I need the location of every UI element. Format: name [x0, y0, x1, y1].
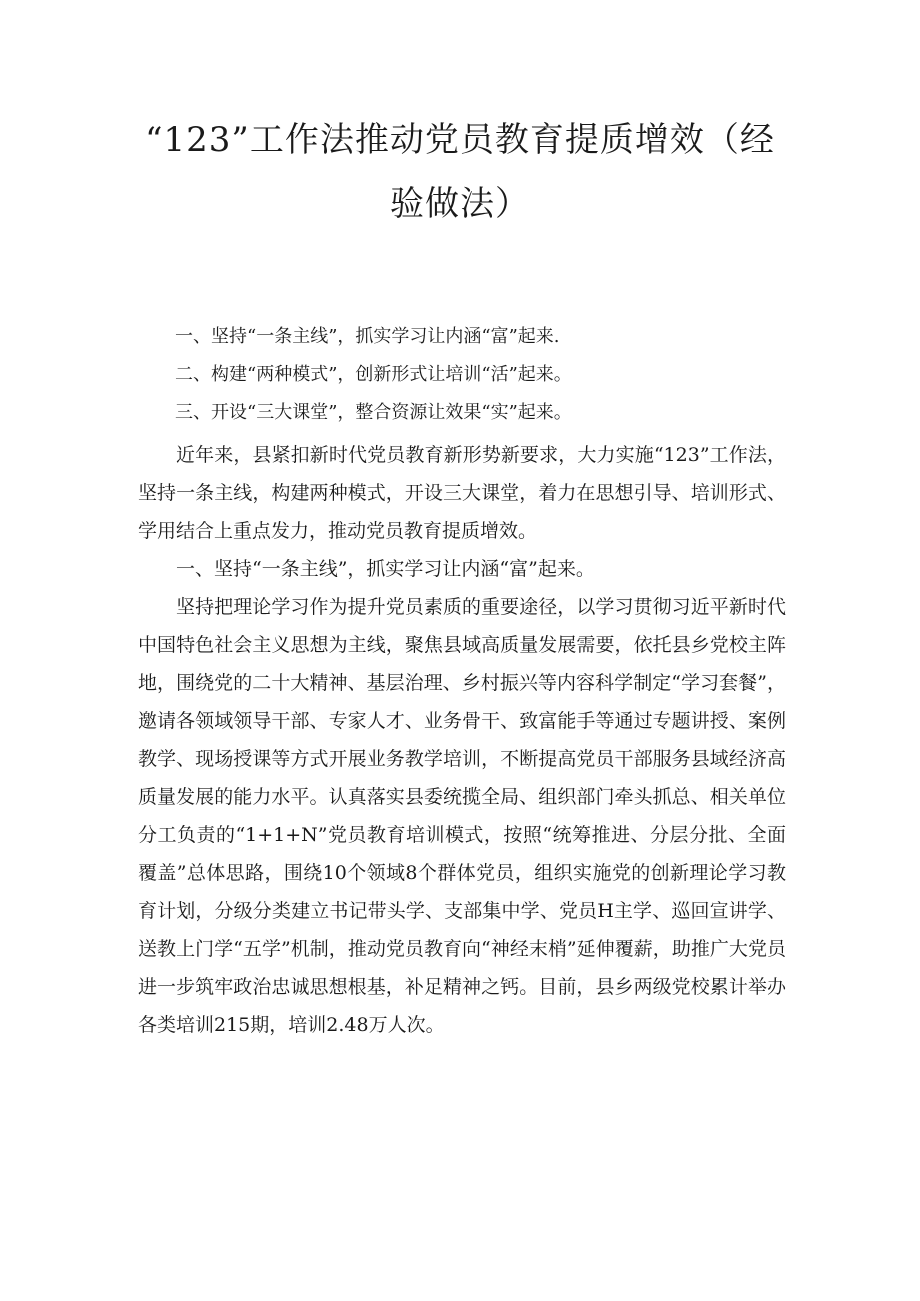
intro-paragraph: 近年来，县紧扣新时代党员教育新形势新要求，大力实施“123”工作法，坚持一条主线，构建两种模式，开设三大课堂，着力在思想引导、培训形式、学用结合上重点发力，推动党员教育提质增效。: [138, 444, 786, 542]
summary-item: 二、构建“两种模式”，创新形式让培训“活”起来。: [175, 364, 572, 385]
summary-item: 一、坚持“一条主线”，抓实学习让内涵“富”起来.: [175, 326, 560, 347]
summary-item: 三、开设“三大课堂”，整合资源让效果“实”起来。: [175, 402, 572, 423]
section-paragraph: 坚持把理论学习作为提升党员素质的重要途径，以学习贯彻习近平新时代中国特色社会主义思想为主线，聚焦县域高质量发展需要，依托县乡党校主阵地，围绕党的二十大精神、基层治理、乡村振兴等内容科学制定“学习套餐”，邀请各领域领导干部、专家人才、业务骨干、致富能手等通过专题讲授、案例教学、现场授课等方式开展业务教学培训，不断提高党员干部服务县域经济高质量发展的能力水平。认真落实县委统揽全局、组织部门牵头抓总、相关单位分工负责的“1+1+N”党员教育培训模式，按照“统筹推进、分层分批、全面覆盖”总体思路，围绕10个领域8个群体党员，组织实施党的创新理论学习教育计划，分级分类建立书记带头学、支部集中学、党员H主学、巡回宣讲学、送教上门学“五学”机制，推动党员教育向“神经末梢”延伸覆薪，助推广大党员进一步筑牢政治忠诚思想根基，补足精神之钙。目前，县乡两级党校累计举办各类培训215期，培训2.48万人次。: [138, 596, 786, 1036]
document-body: [138, 436, 786, 1044]
document-title: “123”工作法推动党员教育提质增效（经验做法）: [145, 120, 775, 224]
summary-list: [175, 318, 815, 432]
section-heading: 一、坚持“一条主线”，抓实学习让内涵“富”起来。: [176, 558, 595, 580]
